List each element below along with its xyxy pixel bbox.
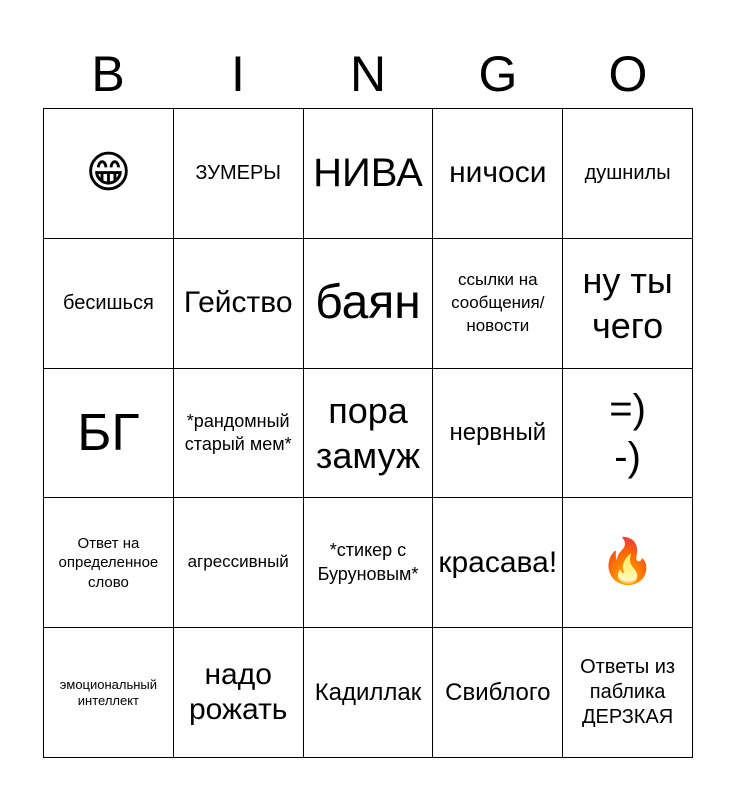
header-letter-n: N	[349, 46, 387, 102]
cell-text: ну ты чего	[582, 260, 673, 347]
bingo-cell[interactable]	[563, 498, 693, 628]
bingo-cell[interactable]	[174, 498, 304, 628]
bingo-cell[interactable]	[563, 109, 693, 239]
cell-text: Ответы из паблика ДЕРЗКАЯ	[580, 656, 676, 729]
bingo-cell[interactable]	[44, 498, 174, 628]
cell-text: ссылки на сообщения/ новости	[451, 269, 545, 335]
cell-text: Гейство	[183, 285, 293, 319]
fire-icon: 🔥	[600, 537, 655, 587]
bingo-cell[interactable]	[304, 369, 434, 499]
bingo-cell[interactable]	[563, 239, 693, 369]
bingo-grid	[43, 108, 693, 758]
cell-text: красава!	[438, 545, 558, 579]
cell-text: ничоси	[449, 156, 547, 190]
bingo-cell[interactable]	[563, 369, 693, 499]
cell-text: эмоциональный интеллект	[59, 677, 158, 708]
bingo-cell[interactable]	[433, 498, 563, 628]
cell-text: агрессивный	[187, 552, 289, 572]
bingo-cell[interactable]	[304, 498, 434, 628]
bingo-header	[43, 40, 693, 108]
cell-text: надо рожать	[188, 658, 288, 726]
bingo-cell[interactable]	[304, 109, 434, 239]
cell-text: пора замуж	[315, 389, 421, 476]
cell-text: Свиблого	[445, 678, 551, 706]
bingo-cell[interactable]	[304, 628, 434, 758]
cell-text: нервный	[449, 418, 547, 446]
bingo-cell[interactable]	[174, 239, 304, 369]
bingo-cell[interactable]	[433, 109, 563, 239]
bingo-cell[interactable]	[433, 369, 563, 499]
cell-text: баян	[315, 276, 421, 330]
cell-text: бесишься	[62, 291, 154, 314]
bingo-cell[interactable]	[44, 109, 174, 239]
bingo-cell[interactable]	[174, 109, 304, 239]
bingo-cell[interactable]	[44, 369, 174, 499]
grinning-face-icon: 😁	[85, 148, 132, 197]
header-letter-b: B	[91, 46, 125, 102]
bingo-cell[interactable]	[563, 628, 693, 758]
cell-text: душнилы	[584, 161, 671, 184]
bingo-cell[interactable]	[174, 369, 304, 499]
cell-text: БГ	[77, 403, 140, 462]
cell-text: НИВА	[313, 151, 423, 196]
header-letter-g: G	[478, 46, 518, 102]
cell-text: *стикер с Буруновым*	[317, 540, 419, 584]
cell-text: Кадиллак	[314, 678, 422, 706]
cell-text: =) -)	[609, 386, 646, 479]
bingo-cell[interactable]	[44, 239, 174, 369]
header-letter-o: O	[608, 46, 648, 102]
cell-text: ЗУМЕРЫ	[195, 161, 281, 184]
cell-text: *рандомный старый мем*	[184, 410, 292, 454]
header-letter-i: I	[231, 46, 245, 102]
bingo-cell[interactable]	[433, 239, 563, 369]
bingo-cell[interactable]	[44, 628, 174, 758]
bingo-cell[interactable]	[174, 628, 304, 758]
cell-text: Ответ на определенное слово	[58, 534, 159, 591]
bingo-cell[interactable]	[304, 239, 434, 369]
bingo-cell[interactable]	[433, 628, 563, 758]
